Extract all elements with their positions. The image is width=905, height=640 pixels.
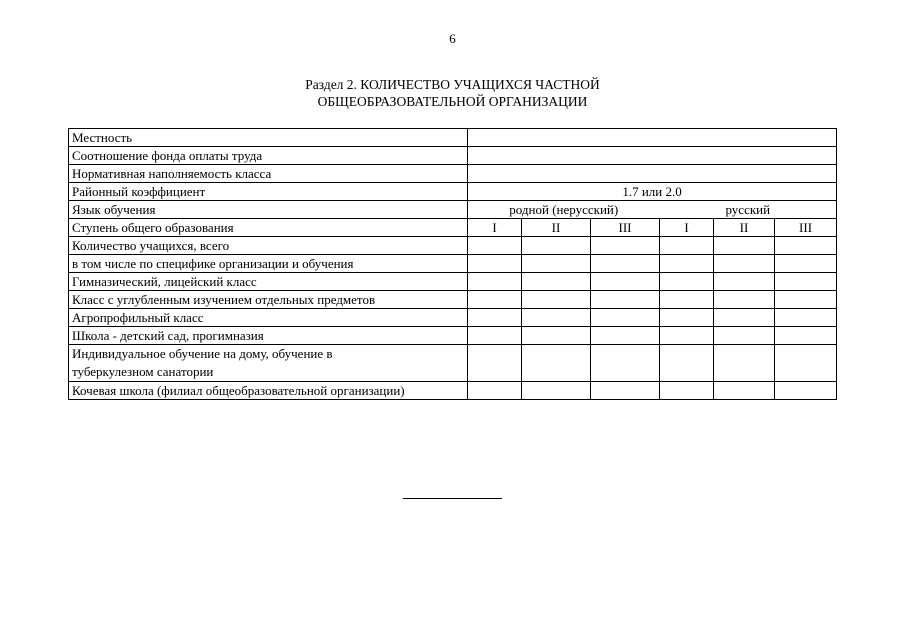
row-label: Нормативная наполняемость класса [69, 165, 468, 183]
empty-cell [591, 382, 660, 400]
value-cell [468, 147, 837, 165]
row-education-level [69, 219, 837, 237]
empty-cell [468, 255, 522, 273]
empty-cell [775, 327, 837, 345]
row-label-line-1: Индивидуальное обучение на дому, обучение в [72, 346, 333, 361]
empty-cell [468, 237, 522, 255]
value-cell [468, 129, 837, 147]
empty-cell [522, 345, 591, 382]
empty-cell [468, 291, 522, 309]
empty-cell [522, 255, 591, 273]
regional-coef-value: 1.7 или 2.0 [468, 183, 837, 201]
row-nomadic [69, 382, 837, 400]
empty-cell [468, 345, 522, 382]
empty-cell [660, 291, 714, 309]
empty-cell [591, 273, 660, 291]
empty-cell [775, 309, 837, 327]
empty-cell [468, 382, 522, 400]
value-cell [468, 165, 837, 183]
level-header: II [714, 219, 775, 237]
row-class-size [69, 165, 837, 183]
row-label: Школа - детский сад, прогимназия [69, 327, 468, 345]
section-title-line-1: Раздел 2. КОЛИЧЕСТВО УЧАЩИХСЯ ЧАСТНОЙ [305, 77, 600, 92]
empty-cell [522, 382, 591, 400]
row-individual [69, 345, 837, 382]
row-label: Ступень общего образования [69, 219, 468, 237]
empty-cell [591, 237, 660, 255]
empty-cell [522, 237, 591, 255]
row-label: Количество учащихся, всего [69, 237, 468, 255]
row-label: Агропрофильный класс [69, 309, 468, 327]
empty-cell [775, 291, 837, 309]
empty-cell [660, 273, 714, 291]
row-label: Районный коэффициент [69, 183, 468, 201]
row-label: Местность [69, 129, 468, 147]
row-agro [69, 309, 837, 327]
empty-cell [714, 237, 775, 255]
empty-cell [591, 255, 660, 273]
empty-cell [660, 255, 714, 273]
empty-cell [591, 291, 660, 309]
empty-cell [660, 382, 714, 400]
row-including-specifics [69, 255, 837, 273]
empty-cell [591, 309, 660, 327]
empty-cell [468, 273, 522, 291]
row-label: Язык обучения [69, 201, 468, 219]
row-label: Кочевая школа (филиал общеобразовательной организации) [69, 382, 468, 400]
empty-cell [522, 309, 591, 327]
language-native-header: родной (нерусский) [468, 201, 660, 219]
row-label: Соотношение фонда оплаты труда [69, 147, 468, 165]
empty-cell [660, 327, 714, 345]
row-language [69, 201, 837, 219]
level-header: I [660, 219, 714, 237]
empty-cell [468, 327, 522, 345]
empty-cell [714, 327, 775, 345]
level-header: II [522, 219, 591, 237]
row-label [69, 345, 468, 382]
empty-cell [522, 327, 591, 345]
footer-divider [403, 498, 502, 499]
row-label: в том числе по специфике организации и обучения [69, 255, 468, 273]
section-title [0, 76, 905, 110]
row-payroll-ratio [69, 147, 837, 165]
section-title-line-2: ОБЩЕОБРАЗОВАТЕЛЬНОЙ ОРГАНИЗАЦИИ [317, 94, 588, 109]
row-regional-coef [69, 183, 837, 201]
empty-cell [775, 273, 837, 291]
empty-cell [714, 291, 775, 309]
language-russian-header: русский [660, 201, 837, 219]
empty-cell [714, 382, 775, 400]
row-locality [69, 129, 837, 147]
empty-cell [591, 327, 660, 345]
level-header: I [468, 219, 522, 237]
row-label: Гимназический, лицейский класс [69, 273, 468, 291]
empty-cell [714, 255, 775, 273]
students-table [68, 128, 837, 400]
empty-cell [522, 273, 591, 291]
empty-cell [714, 345, 775, 382]
empty-cell [775, 255, 837, 273]
empty-cell [775, 237, 837, 255]
row-students-total [69, 237, 837, 255]
empty-cell [714, 273, 775, 291]
empty-cell [522, 291, 591, 309]
empty-cell [468, 309, 522, 327]
row-kindergarten-school [69, 327, 837, 345]
row-label-line-2: туберкулезном санатории [72, 364, 214, 379]
row-label: Класс с углубленным изучением отдельных предметов [69, 291, 468, 309]
empty-cell [775, 345, 837, 382]
empty-cell [591, 345, 660, 382]
empty-cell [775, 382, 837, 400]
empty-cell [660, 237, 714, 255]
level-header: III [591, 219, 660, 237]
empty-cell [714, 309, 775, 327]
page-number: 6 [449, 31, 456, 46]
empty-cell [660, 345, 714, 382]
row-gymnasium [69, 273, 837, 291]
empty-cell [660, 309, 714, 327]
row-advanced-study [69, 291, 837, 309]
level-header: III [775, 219, 837, 237]
